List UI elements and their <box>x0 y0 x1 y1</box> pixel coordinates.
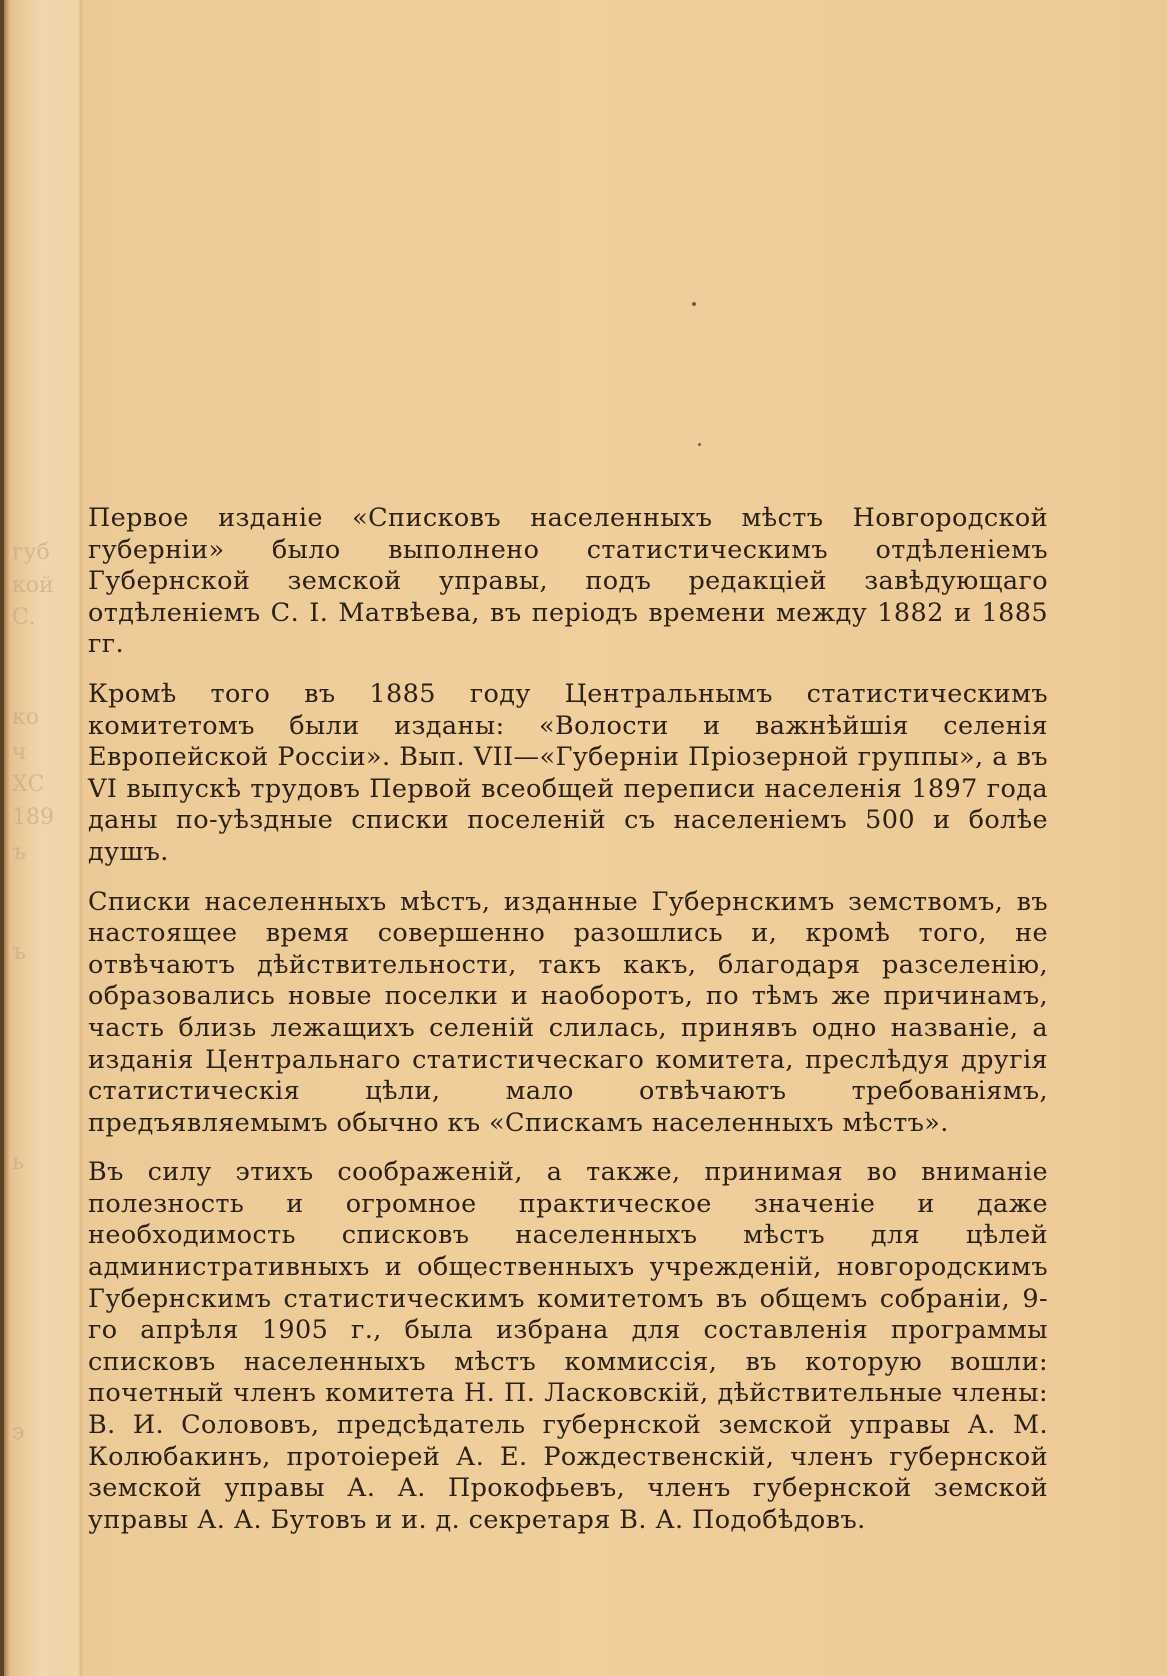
bleed-through-text: ъ <box>12 940 26 965</box>
bleed-through-text: 189 <box>12 805 54 830</box>
bleed-through-text: С. <box>12 605 36 630</box>
bleed-through-text: ч <box>12 740 27 765</box>
body-text <box>88 503 1048 1554</box>
bleed-through-text: ХС <box>12 772 45 797</box>
paper-speck <box>692 302 696 306</box>
page-edge-shadow <box>0 0 4 1676</box>
bleed-through-text: кой <box>12 573 54 598</box>
paragraph-commission: Въ силу этихъ соображеній, а также, принимая во вниманіе полезность и огромное практическое значеніе и даже необходимость списковъ населенныхъ мѣстъ для цѣлей административныхъ и общественныхъ учрежденій, новгородскимъ Губернскимъ статистическимъ комитетомъ въ общемъ собраніи, 9-го апрѣля 1905 г., была избрана для составленія программы списковъ населенныхъ мѣстъ коммиссія, въ которую вошли: почетный членъ комитета Н. П. Ласковскій, дѣйствительные члены: В. И. Солововъ, предсѣдатель губернской земской управы А. М. Колюбакинъ, протоіерей А. Е. Рождественскій, членъ губернской земской управы А. А. Прокофьевъ, членъ губернской земской управы А. А. Бутовъ и и. д. секретаря В. А. Подобѣдовъ. <box>88 1157 1048 1535</box>
bleed-through-text: ь <box>12 1150 24 1175</box>
paragraph-first-edition: Первое изданіе «Списковъ населенныхъ мѣстъ Новгородской губерніи» было выполнено статистическимъ отдѣленіемъ Губернской земской управы, подъ редакціей завѣдующаго отдѣленіемъ С. І. Матвѣева, въ періодъ времени между 1882 и 1885 гг. <box>88 503 1048 660</box>
paragraph-central-committee: Кромѣ того въ 1885 году Центральнымъ статистическимъ комитетомъ были изданы: «Волости и важнѣйшія селенія Европейской Россіи». Вып. VII—«Губерніи Пріозерной группы», а въ VI выпускѣ трудовъ Первой всеобщей переписи населенія 1897 года даны по-уѣздные списки поселеній съ населеніемъ 500 и болѣе душъ. <box>88 678 1048 867</box>
bleed-through-text: ъ <box>12 840 26 865</box>
bleed-through-text: губ <box>12 540 50 565</box>
bleed-through-text: ко <box>12 705 39 730</box>
bleed-through-text: э <box>12 1420 25 1445</box>
paragraph-lists-outdated: Списки населенныхъ мѣстъ, изданные Губернскимъ земствомъ, въ настоящее время совершенно разошлись и, кромѣ того, не отвѣчаютъ дѣйствительности, такъ какъ, благодаря разселенію, образовались новые поселки и наоборотъ, по тѣмъ же причинамъ, часть близь лежащихъ селеній слилась, принявъ одно названіе, а изданія Центральнаго статистическаго комитета, преслѣдуя другія статистическія цѣли, мало отвѣчаютъ требованіямъ, предъявляемымъ обычно къ «Спискамъ населенныхъ мѣстъ». <box>88 886 1048 1138</box>
paper-speck <box>698 443 701 446</box>
